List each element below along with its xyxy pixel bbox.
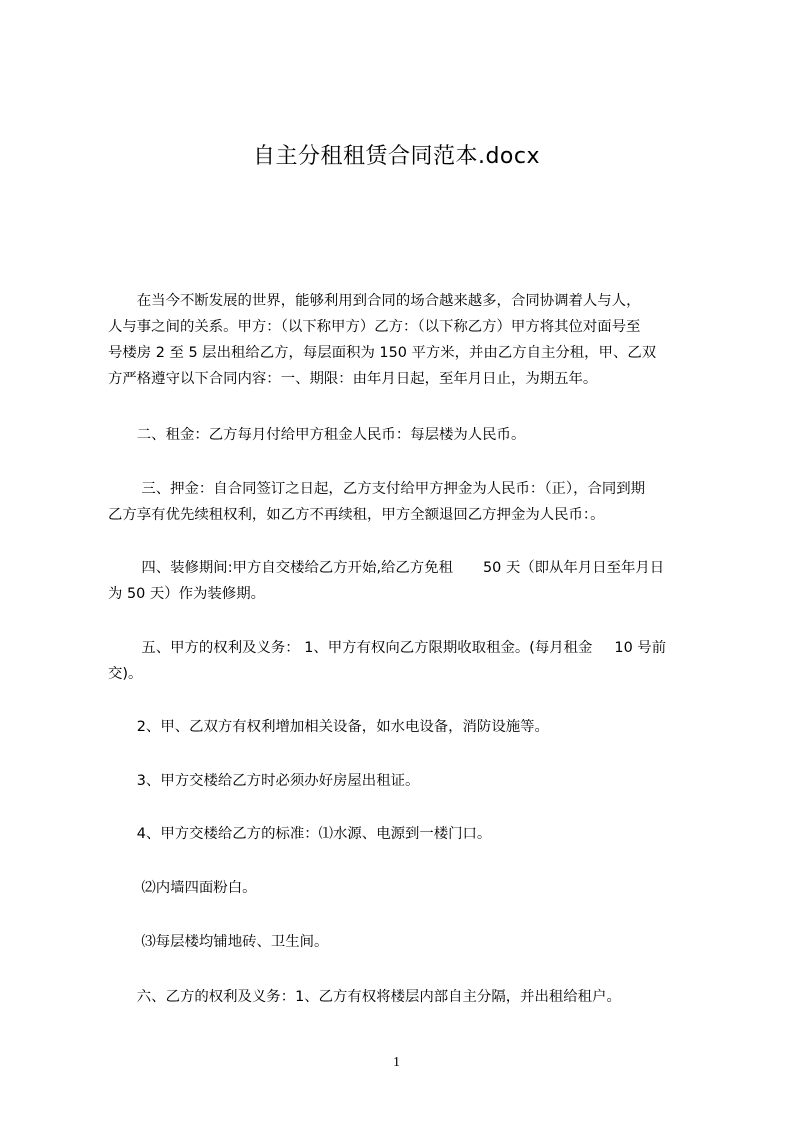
paragraph-line: 在当今不断发展的世界，能够利用到合同的场合越来越多，合同协调着人与人， [108,293,641,309]
paragraph-line: 人与事之间的关系。甲方：（以下称甲方）乙方：（以下称乙方）甲方将其位对面号至 [108,319,641,335]
paragraph-deposit [108,476,718,528]
paragraph-line: 为 50 天）作为装修期。 [108,586,265,602]
paragraph-equipment [108,714,718,740]
paragraph-line: 乙方享有优先续租权利，如乙方不再续租，甲方全额退回乙方押金为人民币：。 [108,507,605,523]
paragraph-line: 50 天（即从年月日至年月日 [482,560,665,576]
paragraph-line: 六、乙方的权利及义务：1、乙方有权将楼层内部自主分隔，并出租给租户。 [108,989,621,1005]
paragraph-intro [108,288,718,392]
paragraph-line: 三、押金：自合同签订之日起，乙方支付给甲方押金为人民币：（正），合同到期 [108,481,646,497]
paragraph-line: 2、甲、乙双方有权利增加相关设备，如水电设备，消防设施等。 [108,719,549,735]
paragraph-line: 4、甲方交楼给乙方的标准：⑴水源、电源到一楼门口。 [108,826,492,842]
paragraph-party-b-rights [108,984,718,1010]
paragraph-line: 号楼房 2 至 5 层出租给乙方，每层面积为 150 平方米，并由乙方自主分租，甲、乙双 [108,345,657,361]
paragraph-rent [108,422,718,448]
paragraph-line: 3、甲方交楼给乙方时必须办好房屋出租证。 [108,773,420,789]
paragraph-line: 10 号前 [614,640,667,656]
paragraph-line: ⑶每层楼均铺地砖、卫生间。 [108,934,329,950]
paragraph-line: 二、租金：乙方每月付给甲方租金人民币：每层楼为人民币。 [108,427,526,443]
paragraph-party-a-rights [108,635,718,687]
paragraph-line: 交)。 [108,666,143,682]
paragraph-rental-certificate [108,768,718,794]
paragraph-floor-tiles [108,929,718,955]
document-title: 自主分租租赁合同范本.docx [252,144,541,169]
paragraph-renovation [108,555,718,607]
paragraph-line: 方严格遵守以下合同内容：一、期限：由年月日起，至年月日止，为期五年。 [108,371,598,387]
page-number: 1 [393,1055,400,1070]
paragraph-handover-standard [108,821,718,847]
paragraph-walls [108,875,718,901]
paragraph-line: 五、甲方的权利及义务： 1、甲方有权向乙方限期收取租金。(每月租金 [108,640,593,656]
paragraph-line: 四、装修期间:甲方自交楼给乙方开始,给乙方免租 [108,560,453,576]
paragraph-line: ⑵内墙四面粉白。 [108,880,257,896]
